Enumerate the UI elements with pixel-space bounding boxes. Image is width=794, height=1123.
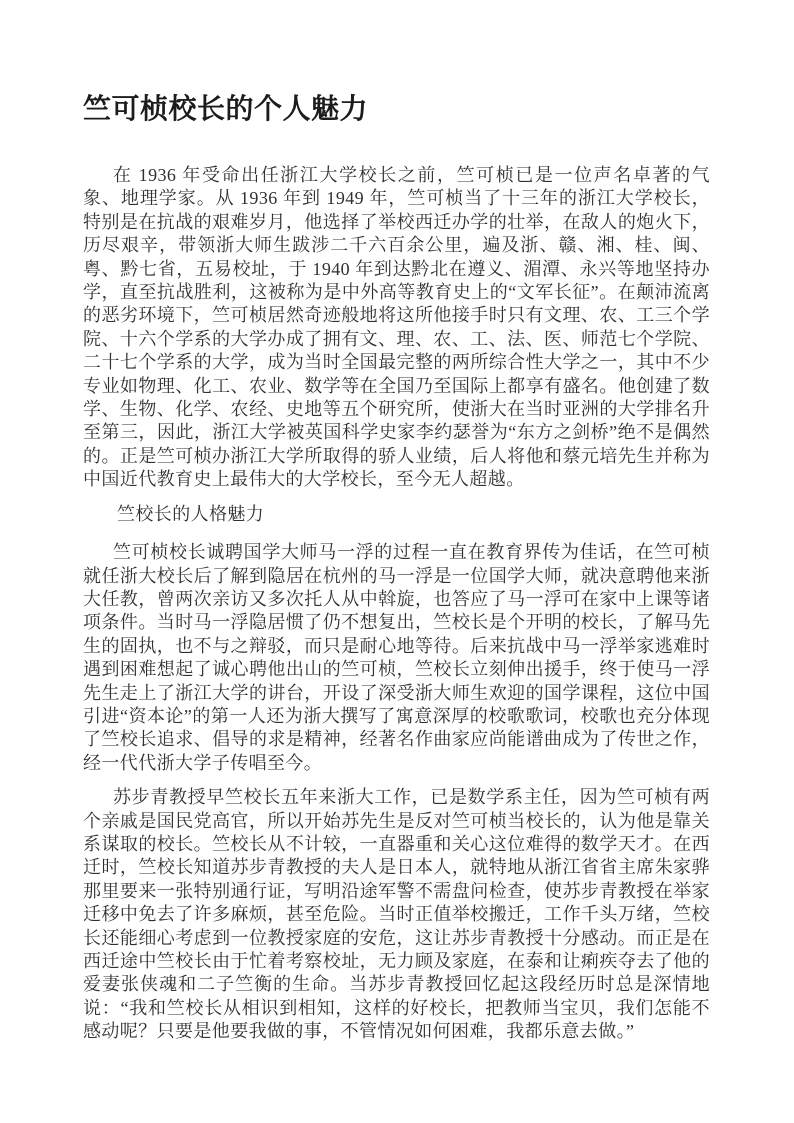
paragraph-intro: 在 1936 年受命出任浙江大学校长之前，竺可桢已是一位声名卓著的气象、地理学家。从 1936 年到 1949 年，竺可桢当了十三年的浙江大学校长，特别是在抗战的艰难岁月，他选择了举校西迁办学的壮举，在敌人的炮火下，历尽艰辛，带领浙大师生跋涉二千六百余公里，遍及浙、赣、湘、桂、闽、粤、黔七省，五易校址，于 1940 年到达黔北在遵义、湄潭、永兴等地坚持办学，直至抗战胜利，这被称为是中外高等教育史上的“文军长征”。在颠沛流离的恶劣环境下，竺可桢居然奇迹般地将这所他接手时只有文理、农、工三个学院、十六个学系的大学办成了拥有文、理、农、工、法、医、师范七个学院、二十七个学系的大学，成为当时全国最完整的两所综合性大学之一，其中不少专业如物理、化工、农业、数学等在全国乃至国际上都享有盛名。他创建了数学、生物、化学、农经、史地等五个研究所，使浙大在当时亚洲的大学排名升至第三，因此，浙江大学被英国科学史家李约瑟誉为“东方之剑桥”绝不是偶然的。正是竺可桢办浙江大学所取得的骄人业绩，后人将他和蔡元培先生并称为中国近代教育史上最伟大的大学校长，至今无人超越。 [83,165,710,490]
paragraph-ma-yifu: 竺可桢校长诚聘国学大师马一浮的过程一直在教育界传为佳话，在竺可桢就任浙大校长后了解到隐居在杭州的马一浮是一位国学大师，就决意聘他来浙大任教，曾两次亲访又多次托人从中斡旋，也答应了马一浮可在家中上课等诸项条件。当时马一浮隐居惯了仍不想复出，竺校长是个开明的校长，了解马先生的固执，也不与之辩驳，而只是耐心地等待。后来抗战中马一浮举家逃难时遇到困难想起了诚心聘他出山的竺可桢，竺校长立刻伸出援手，终于使马一浮先生走上了浙江大学的讲台，开设了深受浙大师生欢迎的国学课程，这位中国引进“资本论”的第一人还为浙大撰写了寓意深厚的校歌歌词，校歌也充分体现了竺校长追求、倡导的求是精神，经著名作曲家应尚能谱曲成为了传世之作，经一代代浙大学子传唱至今。 [83,542,710,773]
document-title: 竺可桢校长的个人魅力 [83,94,369,125]
paragraph-su-buqing: 苏步青教授早竺校长五年来浙大工作，已是数学系主任，因为竺可桢有两个亲戚是国民党高官，所以开始苏先生是反对竺可桢当校长的，认为他是靠关系谋取的校长。竺校长从不计较，一直器重和关心这位难得的数学天才。在西迁时，竺校长知道苏步青教授的夫人是日本人，就特地从浙江省省主席朱家骅那里要来一张特别通行证，写明沿途军警不需盘问检查，使苏步青教授在举家迁移中免去了许多麻烦，甚至危险。当时正值举校搬迁，工作千头万绪，竺校长还能细心考虑到一位教授家庭的安危，这让苏步青教授十分感动。而正是在西迁途中竺校长由于忙着考察校址，无力顾及家庭，在泰和让痢疾夺去了他的爱妻张侠魂和二子竺衡的生命。当苏步青教授回忆起这段经历时总是深情地说：“我和竺校长从相识到相知，这样的好校长，把教师当宝贝，我们怎能不感动呢？只要是他要我做的事，不管情况如何困难，我都乐意去做。” [83,787,710,1042]
section-heading-personality: 竺校长的人格魅力 [117,503,265,524]
